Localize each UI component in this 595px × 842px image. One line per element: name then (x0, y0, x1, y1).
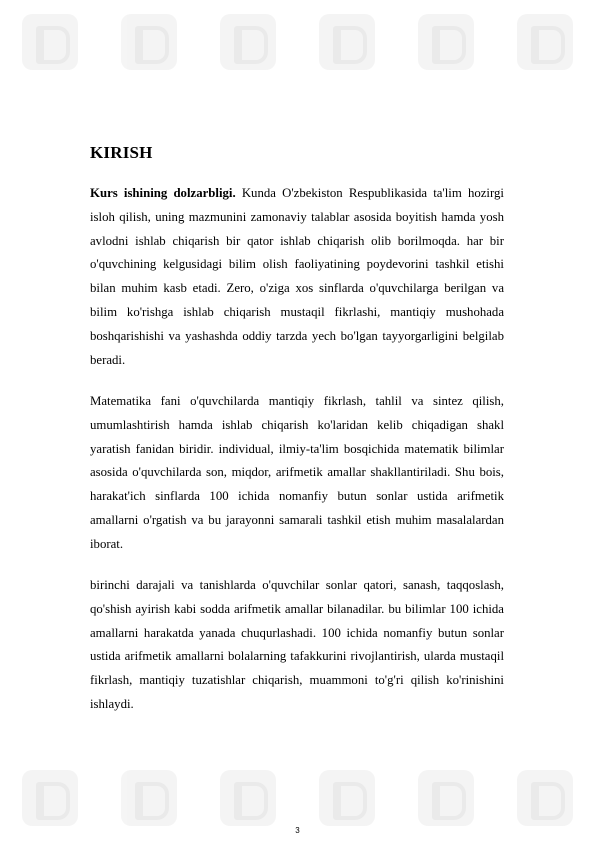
watermark-logo-icon (220, 770, 276, 826)
page-heading: KIRISH (90, 143, 153, 162)
watermark-logo-icon (121, 14, 177, 70)
watermark-logo-icon (22, 770, 78, 826)
paragraph-3: birinchi darajali va tanishlarda o'quvchilar sonlar qatori, sanash, taqqoslash, qo'shish ayirish kabi sodda arifmetik amallar bilanadilar. bu bilimlar 100 ichida amallarni harakatda yanada chuqurlashadi. 100 ichida nomanfiy butun sonlar ustida arifmetik amallarni bolalarning tafakkurini rivojlantirish, ularda mustaqil fikrlash, mantiqiy tuzatishlar chiqarish, muammoni to'g'ri qilish ko'rinishini ishlaydi. (90, 578, 504, 711)
watermark-logo-icon (418, 770, 474, 826)
paragraph-lead: Kurs ishining dolzarbligi. (90, 186, 236, 200)
paragraph-1 (90, 182, 504, 372)
watermark-logo-icon (22, 14, 78, 70)
watermark-logo-icon (319, 14, 375, 70)
watermark-logo-icon (418, 14, 474, 70)
watermark-logo-icon (319, 770, 375, 826)
watermark-logo-icon (517, 770, 573, 826)
watermark-logo-icon (121, 770, 177, 826)
paragraph-text: Kunda O'zbekiston Respublikasida ta'lim hozirgi isloh qilish, uning mazmunini zamonaviy talablar asosida boyitish hamda yosh avlodni ishlab chiqarish bir qator ishlab chiqarish olib borilmoqda. har bir o'quvchining kelgusidagi bilim olish faoliyatining poydevorini tashkil etishi bilan muhim kasb etadi. Zero, o'ziga xos sinflarda o'quvchilarga berilgan va bilim ko'rishga ishlab chiqarish mustaqil fikrlashi, mantiqiy mushohada boshqarishishi va yashashda oddiy tarzda yech bo'lgan tayyorgarligini belgilab beradi. (90, 186, 504, 367)
watermark-logo-icon (517, 14, 573, 70)
watermark-row-bottom (0, 770, 595, 826)
watermark-logo-icon (220, 14, 276, 70)
watermark-row-top (0, 14, 595, 70)
paragraph-2: Matematika fani o'quvchilarda mantiqiy fikrlash, tahlil va sintez qilish, umumlashtirish hamda ishlab chiqarish ko'laridan kelib chiqadigan shakl yaratish fanidan biridir. individual, ilmiy-ta'lim bosqichida matematik bilimlar asosida o'quvchilarda son, miqdor, arifmetik amallar shakllantiriladi. Shu bois, harakat'ich sinflarda 100 ichida nomanfiy butun sonlar ustida arifmetik amallarni o'rgatish va bu jarayonni samarali tashkil etish muhim masalalardan iborat. (90, 394, 504, 551)
page-number: 3 (295, 826, 300, 835)
